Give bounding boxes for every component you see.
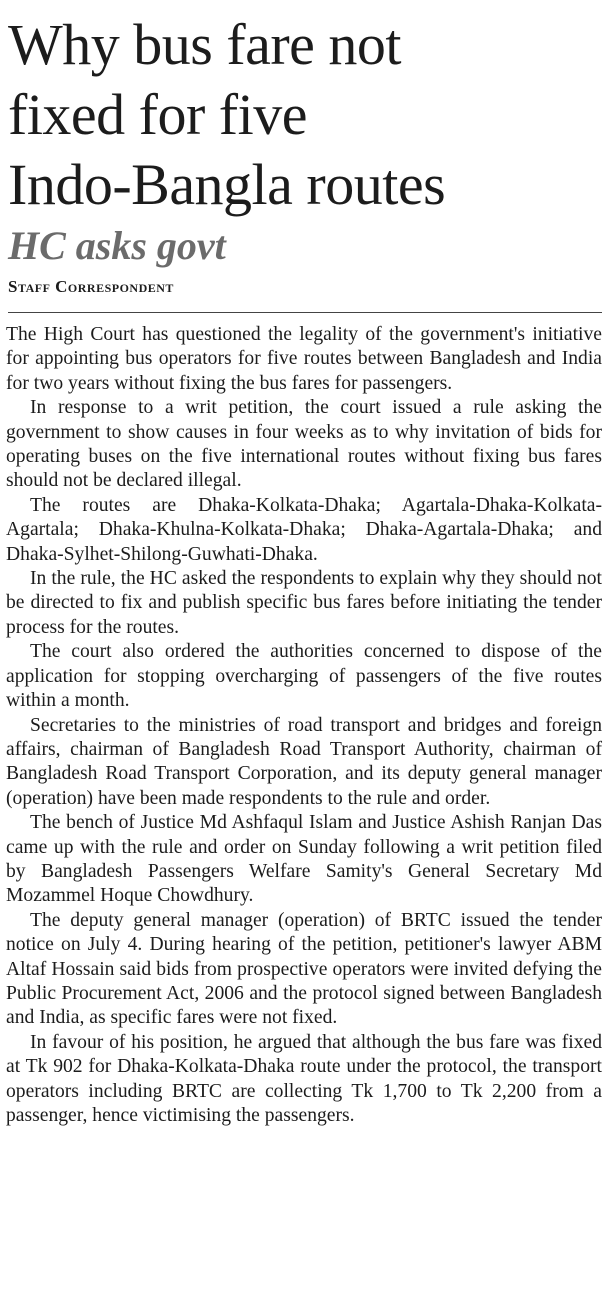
paragraph-4: In the rule, the HC asked the respondents to explain why they should not be directed to fix and publish specific bus fares before initiating the tender process for the routes. xyxy=(6,568,602,638)
paragraph-5: The court also ordered the authorities concerned to dispose of the application for stopping overcharging of passengers of the five routes within a month. xyxy=(6,641,602,712)
paragraph-6: Secretaries to the ministries of road transport and bridges and foreign affairs, chairman of Bangladesh Road Transport Authority, chairman of Bangladesh Road Transport Corporation, and its deputy general manager (operation) have been made respondents to the rule and order. xyxy=(6,714,602,809)
paragraph-1: The High Court has questioned the legality of the government's initiative for appointing bus operators for five routes between Bangladesh and India for two years without fixing the bus fares for passengers. xyxy=(6,324,602,394)
byline: Staff Correspondent xyxy=(8,276,602,313)
paragraph-9: In favour of his position, he argued that although the bus fare was fixed at Tk 902 for Dhaka-Kolkata-Dhaka route under the protocol, the transport operators including BRTC are collecting Tk 1,700 to Tk 2,200 from a passenger, hence victimising the passengers. xyxy=(6,1031,602,1126)
paragraph-3: The routes are Dhaka-Kolkata-Dhaka; Agartala-Dhaka-Kolkata-Agartala; Dhaka-Khulna-Kolkata-Dhaka; Dhaka-Agartala-Dhaka; and Dhaka-Sylhet-Shilong-Guwhati-Dhaka. xyxy=(6,494,602,565)
headline-line-3: Indo-Bangla routes xyxy=(8,152,446,217)
headline xyxy=(6,10,602,220)
paragraph-2: In response to a writ petition, the court issued a rule asking the government to show causes in four weeks as to why invitation of bids for operating buses on the five international routes without fixing bus fares should not be declared illegal. xyxy=(6,397,602,492)
paragraph-7: The bench of Justice Md Ashfaqul Islam and Justice Ashish Ranjan Das came up with the rule and order on Sunday following a writ petition filed by Bangladesh Passengers Welfare Samity's General Secretary Md Mozammel Hoque Chowdhury. xyxy=(6,812,602,907)
headline-line-1: Why bus fare not xyxy=(8,12,402,77)
headline-line-2: fixed for five xyxy=(8,82,307,147)
article-body xyxy=(6,323,602,1128)
paragraph-8: The deputy general manager (operation) of BRTC issued the tender notice on July 4. During hearing of the petition, petitioner's lawyer ABM Altaf Hossain said bids from prospective operators were invited defying the Public Procurement Act, 2006 and the protocol signed between Bangladesh and India, as specific fares were not fixed. xyxy=(6,909,602,1029)
subheadline: HC asks govt xyxy=(8,223,226,268)
